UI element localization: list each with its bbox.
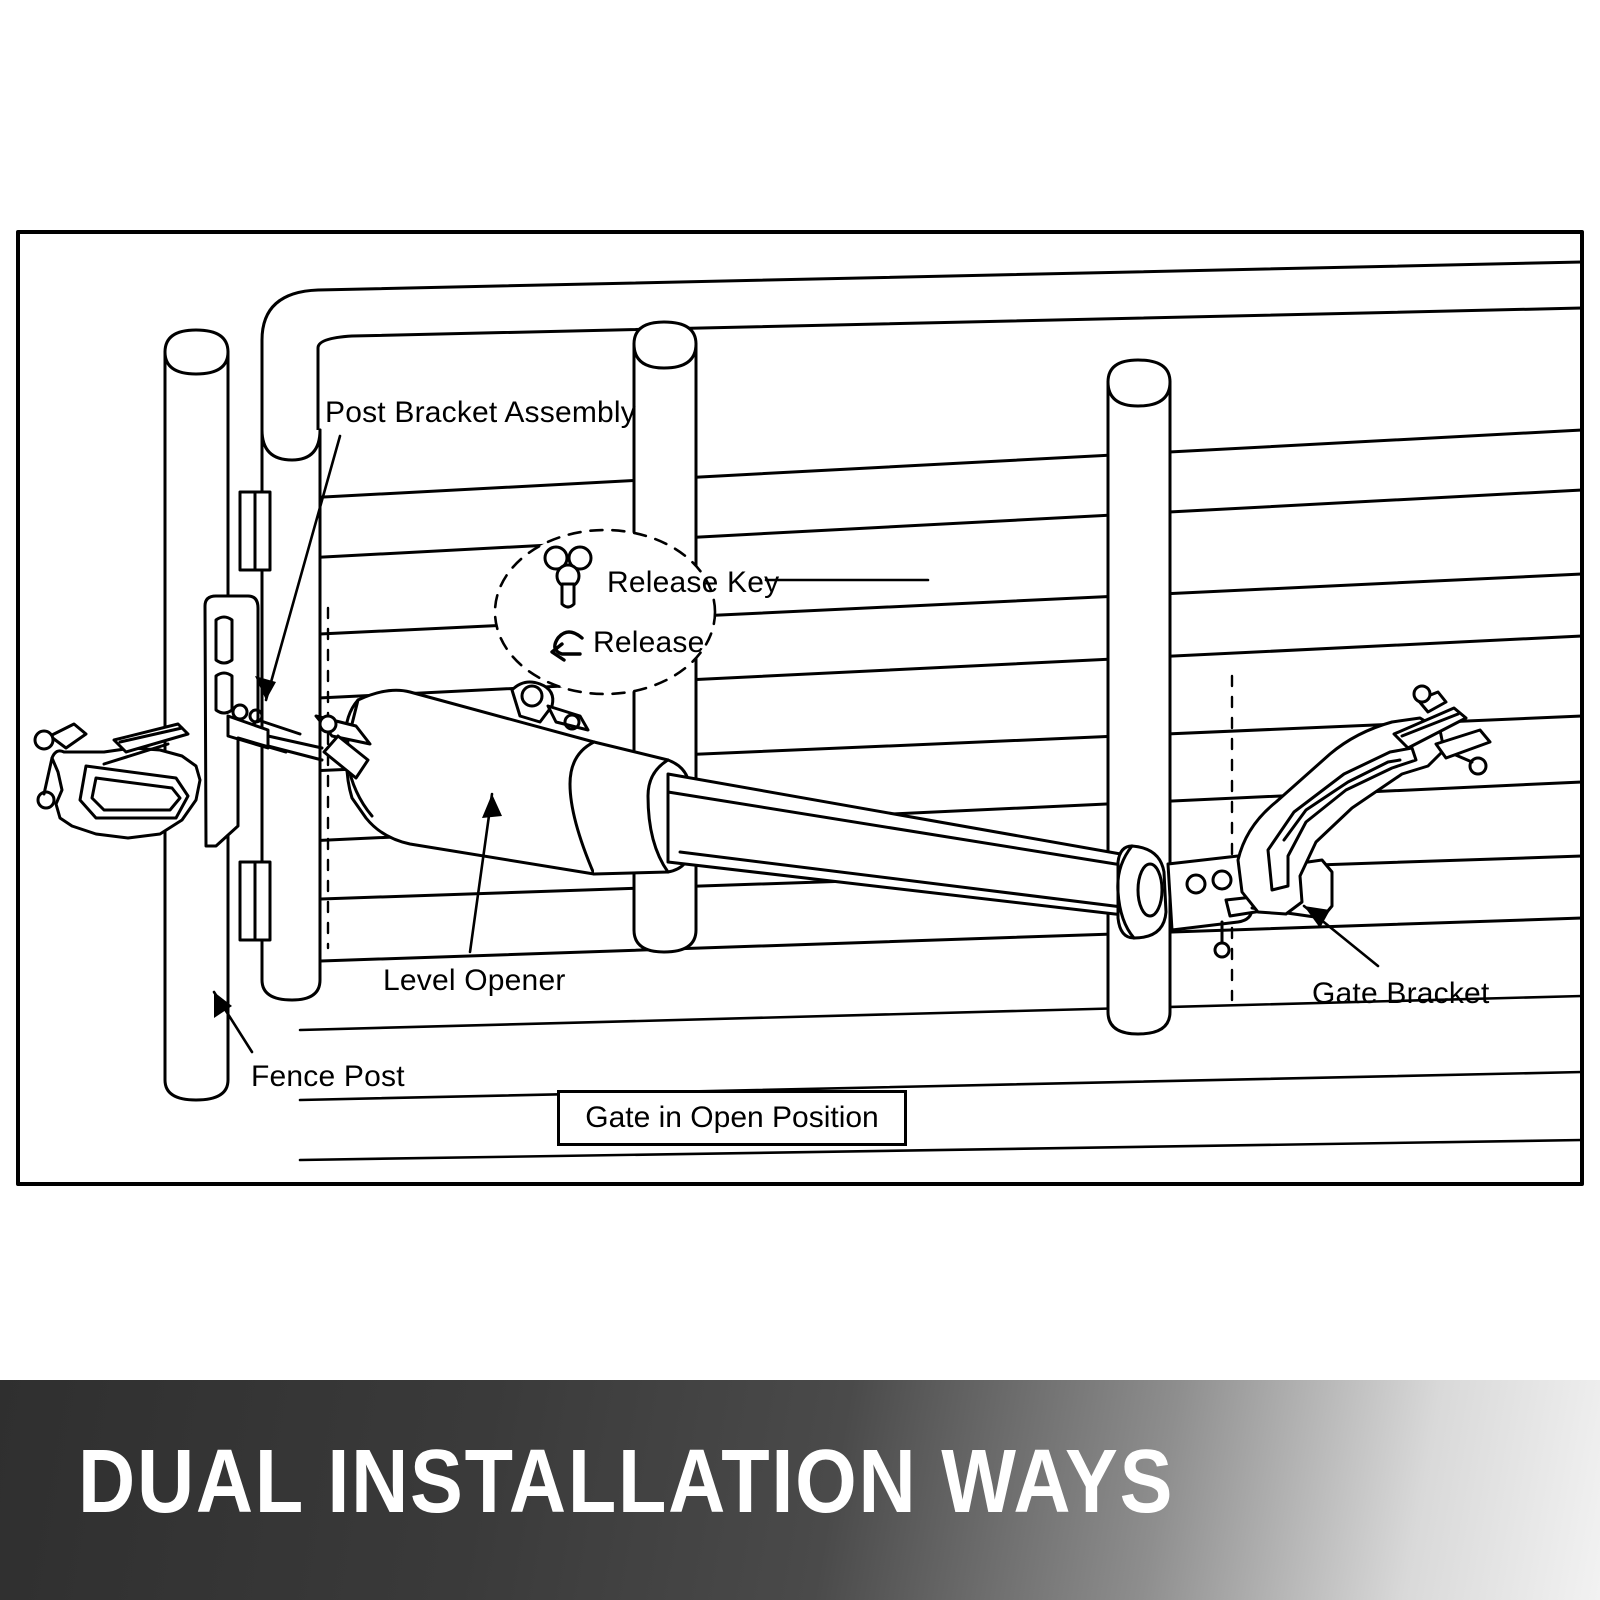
label-gate-bracket: Gate Bracket	[1312, 977, 1490, 1010]
banner-title: DUAL INSTALLATION WAYS	[78, 1432, 1175, 1532]
release-key-callout-ellipse	[495, 530, 715, 694]
caption-box	[557, 1090, 907, 1146]
label-release: Release	[593, 626, 705, 659]
label-fence-post: Fence Post	[251, 1060, 405, 1093]
bottom-banner	[0, 1380, 1600, 1600]
label-release-key: Release Key	[607, 566, 780, 599]
caption-text: Gate in Open Position	[585, 1101, 879, 1134]
label-post-bracket-assembly: Post Bracket Assembly	[325, 396, 636, 429]
label-level-opener: Level Opener	[383, 964, 566, 997]
